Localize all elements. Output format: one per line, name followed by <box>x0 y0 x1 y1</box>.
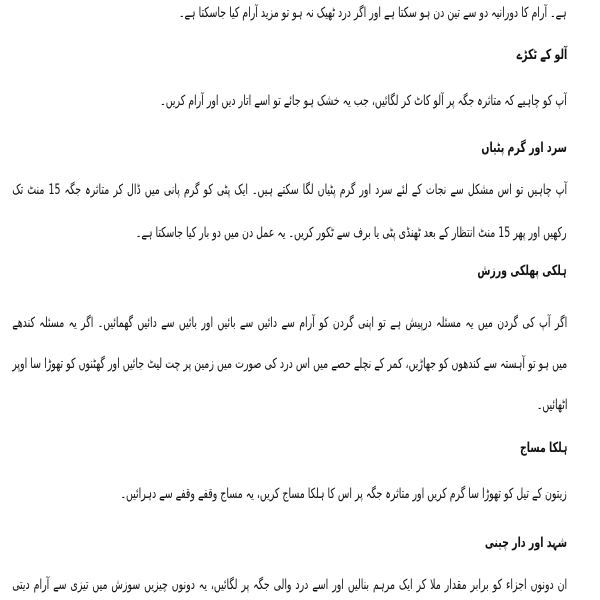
article-body <box>12 0 567 598</box>
section-heading: سرد اور گرم پٹیاں <box>481 140 567 156</box>
section-heading: شہد اور دار چینی <box>484 535 567 551</box>
section-cold-hot-compress <box>12 135 567 246</box>
section-potato-slices <box>12 42 567 114</box>
paragraph-line: اٹھائیں۔ <box>536 397 567 413</box>
section-honey-cinnamon <box>12 530 567 598</box>
intro-continuation-text: ہے۔ آرام کا دورانیہ دو سے تین دن ہو سکتا ہے اور اگر درد ٹھیک نہ ہو تو مزید آرام کیا جاسکتا ہے۔ <box>179 5 567 21</box>
section-heading: آلو کے ٹکڑے <box>516 47 567 63</box>
section-light-exercise <box>12 258 567 418</box>
paragraph-line: آپ چاہیں تو اس مشکل سے نجات کے لئے سرد اور گرم پٹیاں لگا سکتے ہیں۔ ایک پٹی کو گرم پانی میں ڈال کر متاثرہ جگہ 15 منٹ تک <box>12 182 567 198</box>
section-heading: ہلکی پھلکی ورزش <box>477 263 567 279</box>
paragraph-line: میں ہو تو آہستہ سے کندھوں کو جھاڑیں، کمر کے نچلے حصے میں اس درد کی صورت میں زمین پر چت لیٹ جائیں اور گھٹنوں کو تھوڑا سا اوپر <box>12 356 567 372</box>
section-light-massage <box>12 435 567 507</box>
paragraph-line: رکھیں اور پھر 15 منٹ انتظار کے بعد ٹھنڈی پٹی یا برف سے ٹکور کریں۔ یہ عمل دن میں دو بار کیا جاسکتا ہے۔ <box>136 225 567 241</box>
paragraph-line: آپ کو چاہیے کہ متاثرہ جگہ پر آلو کاٹ کر لگائیں، جب یہ خشک ہو جائے تو اسے اتار دیں اور آرام کریں۔ <box>160 93 567 109</box>
paragraph-line: اگر آپ کی گردن میں یہ مسئلہ درپیش ہے تو اپنی گردن کو آرام سے دائیں سے بائیں اور بائیں سے دائیں گھمائیں۔ اگر یہ مسئلہ کندھے <box>12 315 567 331</box>
paragraph-line: ان دونوں اجزاء کو برابر مقدار ملا کر ایک مرہم بنالیں اور اسے درد والی جگہ پر لگائیں، یہ دونوں چیزیں سوزش میں تیزی سے آرام دیتی <box>12 577 567 593</box>
paragraph-line: زیتون کے تیل کو تھوڑا سا گرم کریں اور متاثرہ جگہ پر اس کا ہلکا مساج کریں، یہ مساج وقفے وقفے سے دہرائیں۔ <box>120 486 567 502</box>
section-heading: ہلکا مساج <box>519 440 567 456</box>
